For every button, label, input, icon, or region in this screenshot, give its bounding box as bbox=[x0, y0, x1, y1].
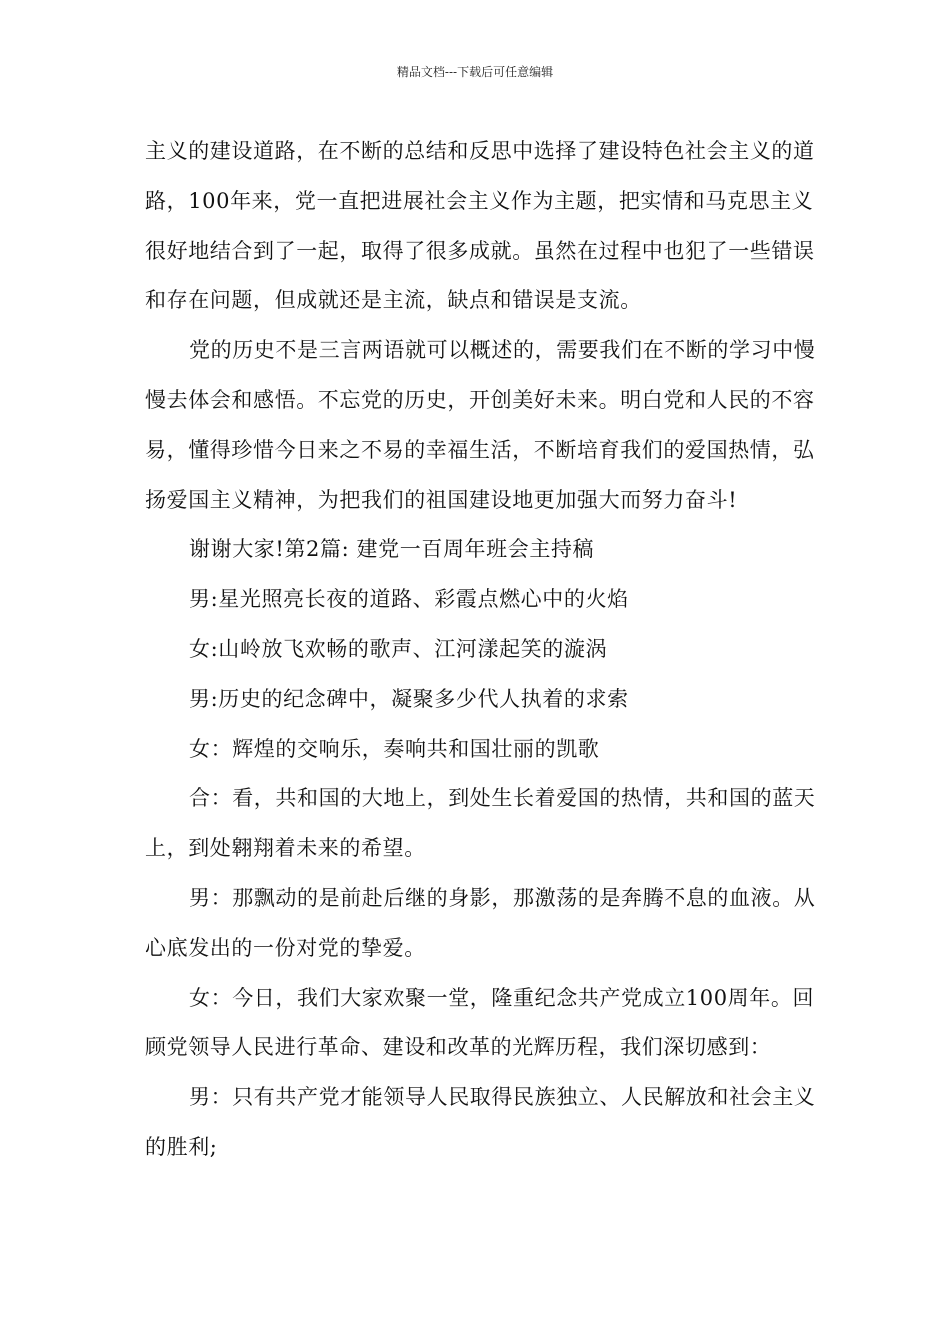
dialogue-line: 女:山岭放飞欢畅的歌声、江河漾起笑的漩涡 bbox=[189, 636, 608, 661]
dialogue-line: 男：只有共产党才能领导人民取得民族独立、人民解放和社会主义的胜利; bbox=[145, 1085, 816, 1159]
dialogue-line: 合：看，共和国的大地上，到处生长着爱国的热情，共和国的蓝天上，到处翱翔着未来的希望。 bbox=[145, 786, 816, 861]
paragraph: 主义的建设道路，在不断的总结和反思中选择了建设特色社会主义的道路，100年来，党一直把进展社会主义作为主题，把实情和马克思主义很好地结合到了一起，取得了很多成就。虽然在过程中也犯了一些错误和存在问题，但成就还是主流，缺点和错误是支流。 bbox=[145, 139, 815, 313]
dialogue-line: 男:星光照亮长夜的道路、彩霞点燃心中的火焰 bbox=[189, 587, 629, 612]
dialogue-line: 男:历史的纪念碑中，凝聚多少代人执着的求索 bbox=[189, 686, 629, 711]
dialogue-line: 女：今日，我们大家欢聚一堂，隆重纪念共产党成立100周年。回顾党领导人民进行革命、建设和改革的光辉历程，我们深切感到： bbox=[145, 985, 815, 1060]
dialogue-line: 男：那飘动的是前赴后继的身影，那激荡的是奔腾不息的血液。从心底发出的一份对党的挚爱。 bbox=[145, 885, 816, 960]
document-body bbox=[145, 127, 817, 1173]
paragraph: 党的历史不是三言两语就可以概述的，需要我们在不断的学习中慢慢去体会和感悟。不忘党的历史，开创美好未来。明白党和人民的不容易，懂得珍惜今日来之不易的幸福生活，不断培育我们的爱国热情，弘扬爱国主义精神，为把我们的祖国建设地更加强大而努力奋斗! bbox=[145, 338, 816, 512]
page-header: 精品文档---下载后可任意编辑 bbox=[396, 65, 554, 79]
dialogue-line: 女：辉煌的交响乐，奏响共和国壮丽的凯歌 bbox=[189, 736, 600, 761]
section-title-line: 谢谢大家!第2篇: 建党一百周年班会主持稿 bbox=[189, 537, 595, 562]
